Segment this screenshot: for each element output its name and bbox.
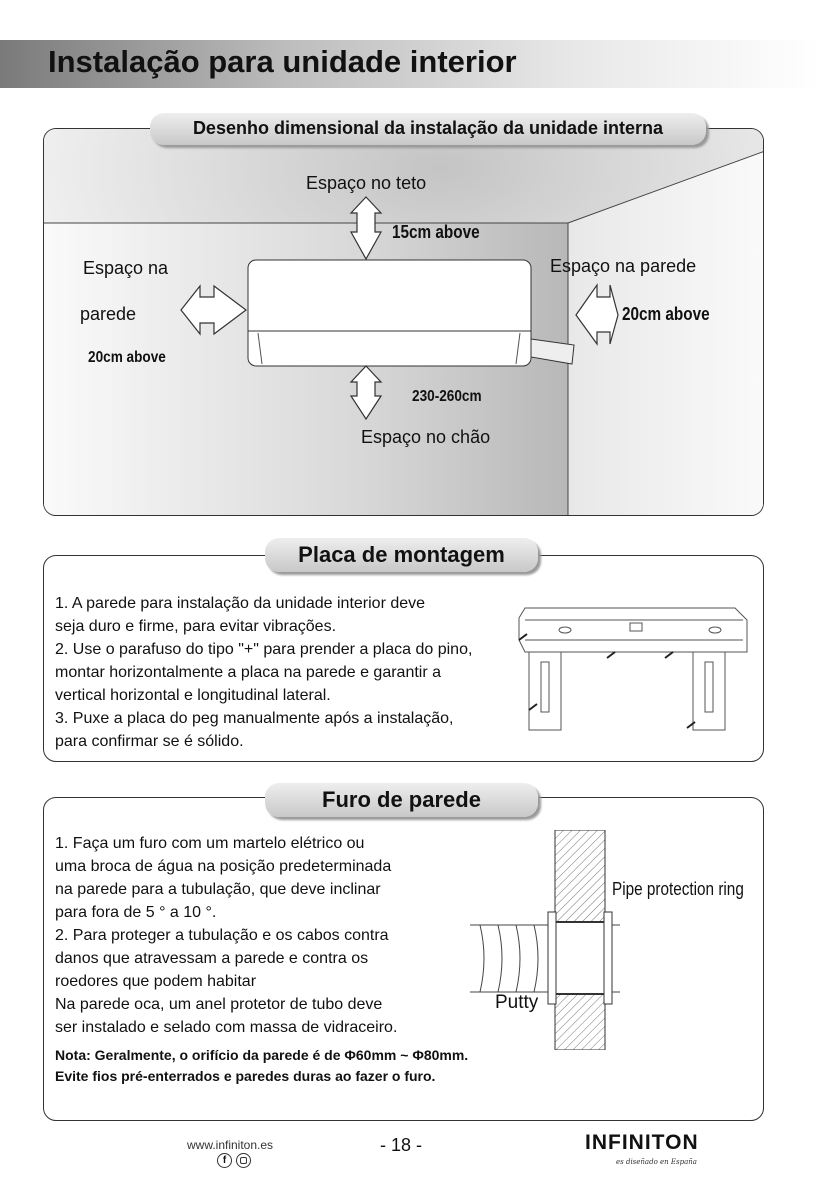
note-line: Evite fios pré-enterrados e paredes duras ao fazer o furo.	[55, 1068, 436, 1084]
text-line: vertical horizontal e longitudinal lateral.	[55, 687, 331, 704]
brand-logo: INFINITON	[585, 1131, 699, 1154]
section-title-wall-hole: Furo de parede	[265, 783, 538, 817]
putty-label: Putty	[495, 992, 539, 1013]
left-space-label-2: parede	[80, 304, 137, 324]
section-title-mounting-plate: Placa de montagem	[265, 538, 538, 572]
ceiling-space-value: 15cm above	[392, 222, 480, 242]
text-line: 1. A parede para instalação da unidade interior deve	[55, 595, 426, 612]
page-title: Instalação para unidade interior	[48, 44, 517, 79]
section-title-dimension: Desenho dimensional da instalação da unidade interna	[150, 113, 706, 145]
text-line: uma broca de água na posição predeterminada	[55, 858, 392, 875]
text-line: 2. Para proteger a tubulação e os cabos contra	[55, 927, 389, 944]
wall-hole-text	[55, 832, 397, 1039]
page-number: - 18 -	[380, 1135, 423, 1155]
text-line: para fora de 5 ° a 10 °.	[55, 904, 217, 921]
note-line: Nota: Geralmente, o orifício da parede é de Φ60mm ~ Φ80mm.	[55, 1047, 469, 1063]
left-space-value: 20cm above	[88, 349, 166, 366]
mounting-plate-text	[55, 592, 472, 753]
text-line: na parede para a tubulação, que deve inclinar	[55, 881, 381, 898]
facebook-icon[interactable]: f	[217, 1153, 232, 1168]
website-link[interactable]: www.infiniton.es	[187, 1138, 274, 1152]
pipe-protection-ring-label: Pipe protection ring	[612, 879, 744, 899]
text-line: para confirmar se é sólido.	[55, 733, 244, 750]
wall-hole-drawing	[470, 830, 620, 1050]
text-line: danos que atravessam a parede e contra os	[55, 950, 369, 967]
floor-space-label: Espaço no chão	[361, 427, 491, 447]
ceiling-space-label: Espaço no teto	[306, 173, 427, 193]
text-line: ser instalado e selado com massa de vidraceiro.	[55, 1019, 398, 1036]
floor-space-value: 230-260cm	[412, 388, 482, 405]
text-line: 3. Puxe a placa do peg manualmente após a instalação,	[55, 710, 454, 727]
text-line: 2. Use o parafuso do tipo "+" para prender a placa do pino,	[55, 641, 473, 658]
wall-hole-note	[55, 1045, 468, 1087]
text-line: seja duro e firme, para evitar vibrações.	[55, 618, 337, 635]
right-space-label: Espaço na parede	[550, 256, 697, 276]
text-line: montar horizontalmente a placa na parede e garantir a	[55, 664, 442, 681]
mounting-plate-drawing	[515, 590, 755, 750]
indoor-unit	[248, 260, 574, 366]
text-line: 1. Faça um furo com um martelo elétrico ou	[55, 835, 365, 852]
left-space-label-1: Espaço na	[83, 258, 169, 278]
right-space-value: 20cm above	[622, 304, 710, 324]
text-line: Na parede oca, um anel protetor de tubo deve	[55, 996, 383, 1013]
brand-tagline: es diseñado en España	[616, 1158, 697, 1166]
instagram-icon[interactable]	[236, 1153, 251, 1168]
text-line: roedores que podem habitar	[55, 973, 257, 990]
